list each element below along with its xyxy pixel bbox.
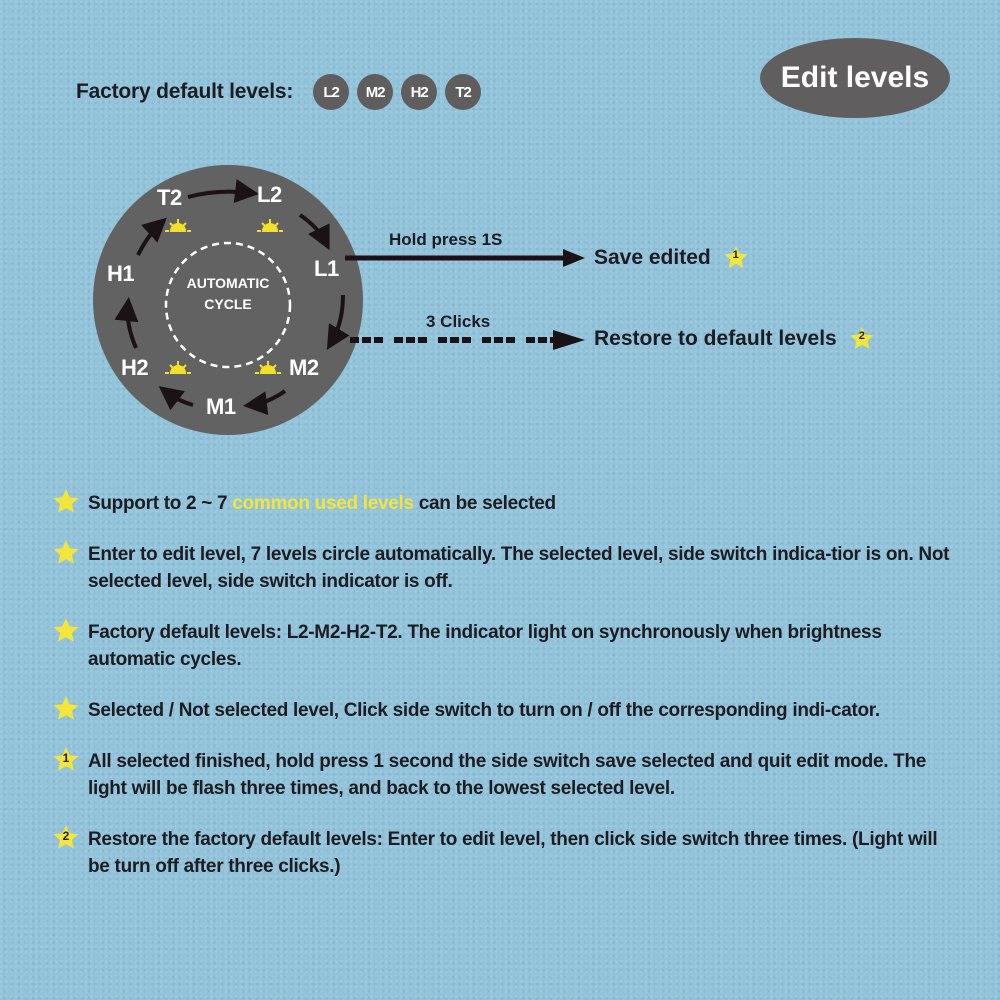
note-text: Restore the factory default levels: Enter to edit level, then click side switch three times. (Light will be turn off after three clicks.) <box>88 829 938 877</box>
level-pill-m2: M2 <box>357 74 393 110</box>
three-clicks-label: 3 Clicks <box>426 312 491 331</box>
level-l1: L1 <box>314 256 339 281</box>
star-icon <box>52 617 80 645</box>
highlight-text: common used levels <box>232 493 414 514</box>
level-h2: H2 <box>121 355 149 380</box>
hold-press-label: Hold press 1S <box>389 230 503 249</box>
level-pill-t2: T2 <box>445 74 481 110</box>
star-icon <box>52 539 80 567</box>
star-badge-2-icon: 2 <box>849 326 875 352</box>
note-item <box>52 490 952 517</box>
note-text: Enter to edit level, 7 levels circle automatically. The selected level, side switch indica-tior is on. Not selected level, side switch indicator is off. <box>88 544 950 592</box>
note-text: All selected finished, hold press 1 second the side switch save selected and quit edit mode. The light will be flash three times, and back to the lowest selected level. <box>88 751 927 799</box>
star-icon <box>52 695 80 723</box>
restore-default-text: Restore to default levels <box>594 327 837 350</box>
star-badge-2-icon: 2 <box>52 824 80 852</box>
restore-default-action <box>594 326 875 352</box>
level-t2: T2 <box>157 185 182 210</box>
notes-list <box>52 490 952 904</box>
automatic-cycle-diagram <box>93 165 363 435</box>
note-item <box>52 619 952 673</box>
factory-default-label: Factory default levels: <box>76 80 294 103</box>
level-m2: M2 <box>289 355 319 380</box>
note-item <box>52 541 952 595</box>
level-pill-l2: L2 <box>313 74 349 110</box>
action-arrows <box>345 240 595 360</box>
note-text: Factory default levels: L2-M2-H2-T2. The indicator light on synchronously when brightness automatic cycles. <box>88 622 882 670</box>
star-badge-1-icon: 1 <box>723 245 749 271</box>
star-icon <box>52 488 80 516</box>
center-label-line2: CYCLE <box>204 296 252 312</box>
note-item <box>52 697 952 724</box>
level-l2: L2 <box>257 182 282 207</box>
center-label-line1: AUTOMATIC <box>186 275 270 291</box>
note-item <box>52 748 952 802</box>
note-item <box>52 826 952 880</box>
factory-default-row <box>76 74 481 110</box>
level-m1: M1 <box>206 394 236 419</box>
save-edited-action <box>594 245 749 271</box>
note-text: Support to 2 ~ 7 common used levels can be selected <box>88 493 556 514</box>
star-badge-1-icon: 1 <box>52 746 80 774</box>
save-edited-text: Save edited <box>594 246 711 269</box>
note-text: Selected / Not selected level, Click side switch to turn on / off the corresponding indi-cator. <box>88 700 880 721</box>
edit-levels-badge: Edit levels <box>760 38 950 118</box>
center-label <box>166 273 290 315</box>
level-pill-h2: H2 <box>401 74 437 110</box>
level-h1: H1 <box>107 261 135 286</box>
